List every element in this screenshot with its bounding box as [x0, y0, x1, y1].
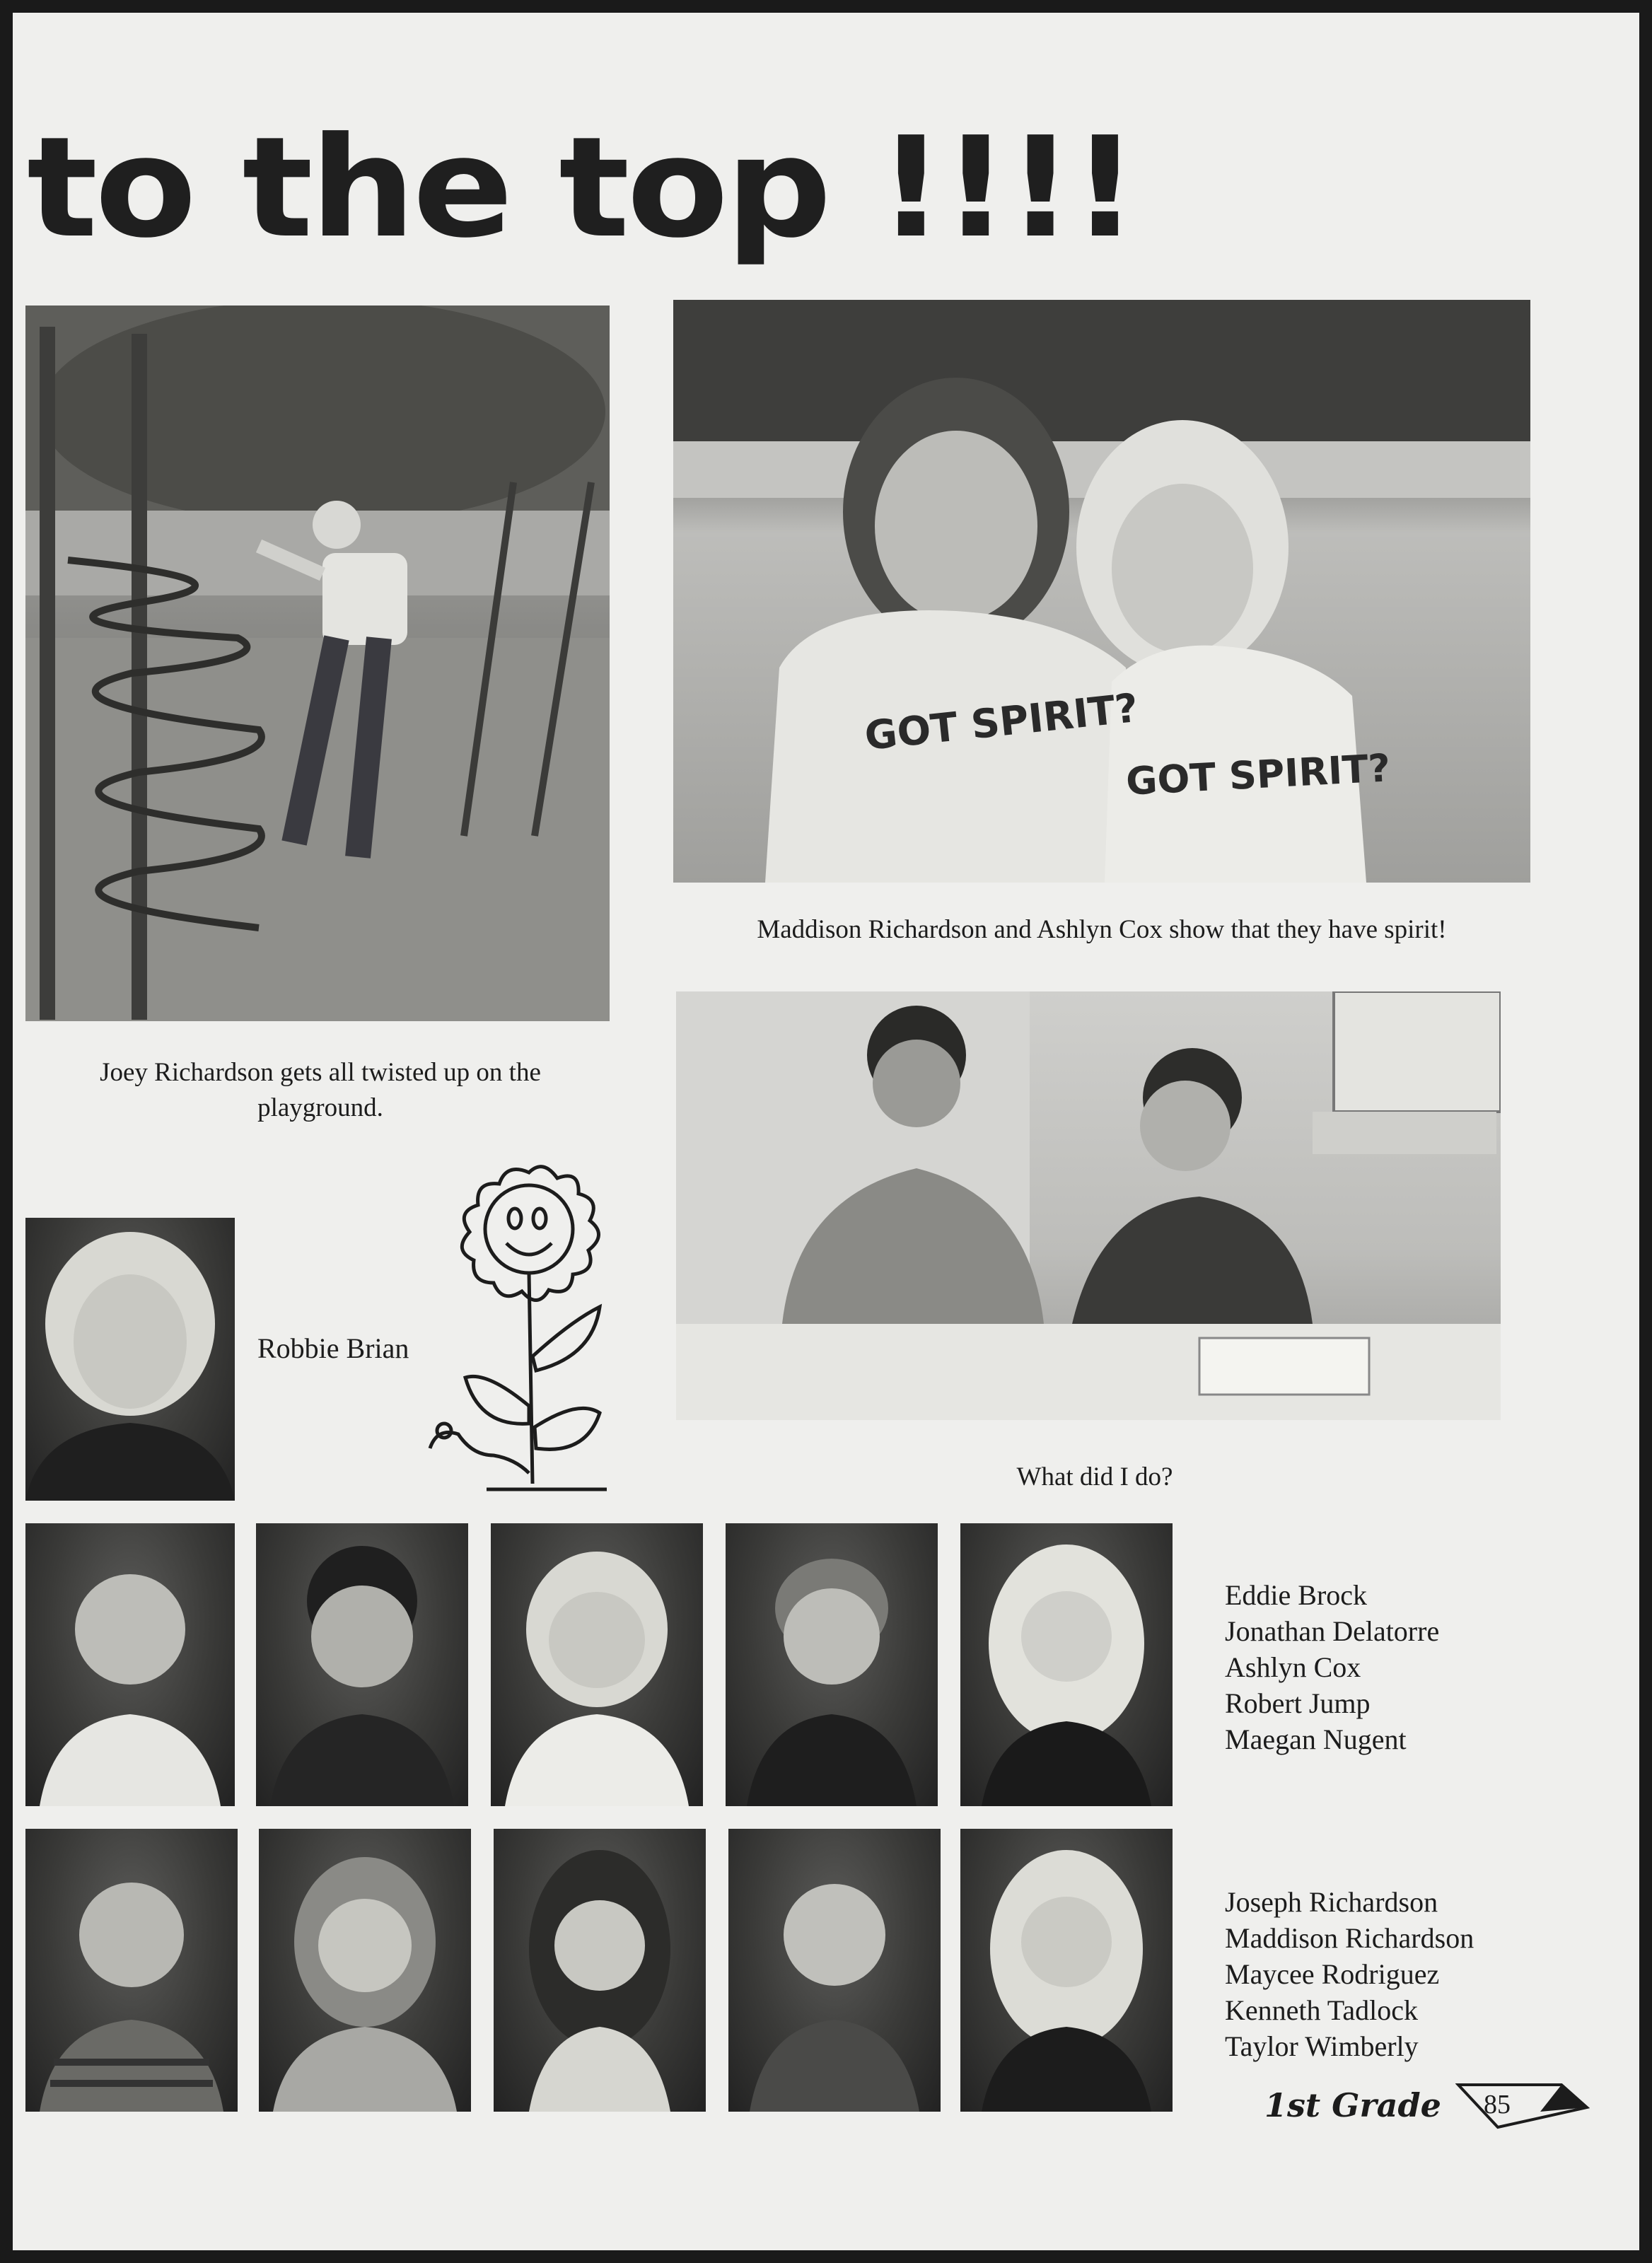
- classroom-caption: What did I do?: [1016, 1462, 1173, 1491]
- student-name: Maddison Richardson: [1225, 1922, 1474, 1954]
- student-portrait: [256, 1523, 468, 1806]
- student-portrait: [726, 1523, 938, 1806]
- student-name: Kenneth Tadlock: [1225, 1994, 1419, 2026]
- playground-photo: [25, 306, 610, 1021]
- teacher-name: Robbie Brian: [257, 1332, 409, 1364]
- classroom-photo: [676, 991, 1501, 1420]
- student-name: Robert Jump: [1225, 1687, 1371, 1719]
- student-name: Joseph Richardson: [1225, 1886, 1438, 1918]
- student-name: Maegan Nugent: [1225, 1723, 1407, 1755]
- student-portrait: [25, 1829, 238, 2112]
- student-portrait: [25, 1523, 235, 1806]
- student-name: Ashlyn Cox: [1225, 1651, 1361, 1683]
- student-portrait: [960, 1829, 1173, 2112]
- student-portrait: [491, 1523, 703, 1806]
- playground-caption: Joey Richardson gets all twisted up on the playground.: [100, 1058, 541, 1122]
- student-portrait: [259, 1829, 471, 2112]
- flower-doodle: [423, 1144, 635, 1512]
- section-label: 1st Grade: [1264, 2086, 1441, 2124]
- shirt-text-right: GOT SPIRIT?: [1124, 745, 1392, 804]
- student-portrait: [960, 1523, 1173, 1806]
- student-names-row2: [1225, 1884, 1474, 2064]
- page-number-arrow-icon: [1455, 2081, 1590, 2130]
- student-name: Taylor Wimberly: [1225, 2030, 1419, 2062]
- student-name: Eddie Brock: [1225, 1579, 1368, 1611]
- page-number: 85: [1484, 2090, 1511, 2119]
- student-name: Jonathan Delatorre: [1225, 1615, 1440, 1647]
- student-portrait: [494, 1829, 706, 2112]
- spirit-photo: [673, 300, 1530, 883]
- teacher-portrait: [25, 1218, 235, 1501]
- yearbook-page: [13, 13, 1639, 2250]
- spirit-caption: Maddison Richardson and Ashlyn Cox show that they have spirit!: [757, 915, 1447, 944]
- page-headline: to the top !!!!: [27, 107, 1136, 269]
- student-names-row1: [1225, 1577, 1439, 1757]
- shirt-text-left: GOT SPIRIT?: [862, 685, 1141, 760]
- student-portrait: [728, 1829, 941, 2112]
- student-name: Maycee Rodriguez: [1225, 1958, 1440, 1990]
